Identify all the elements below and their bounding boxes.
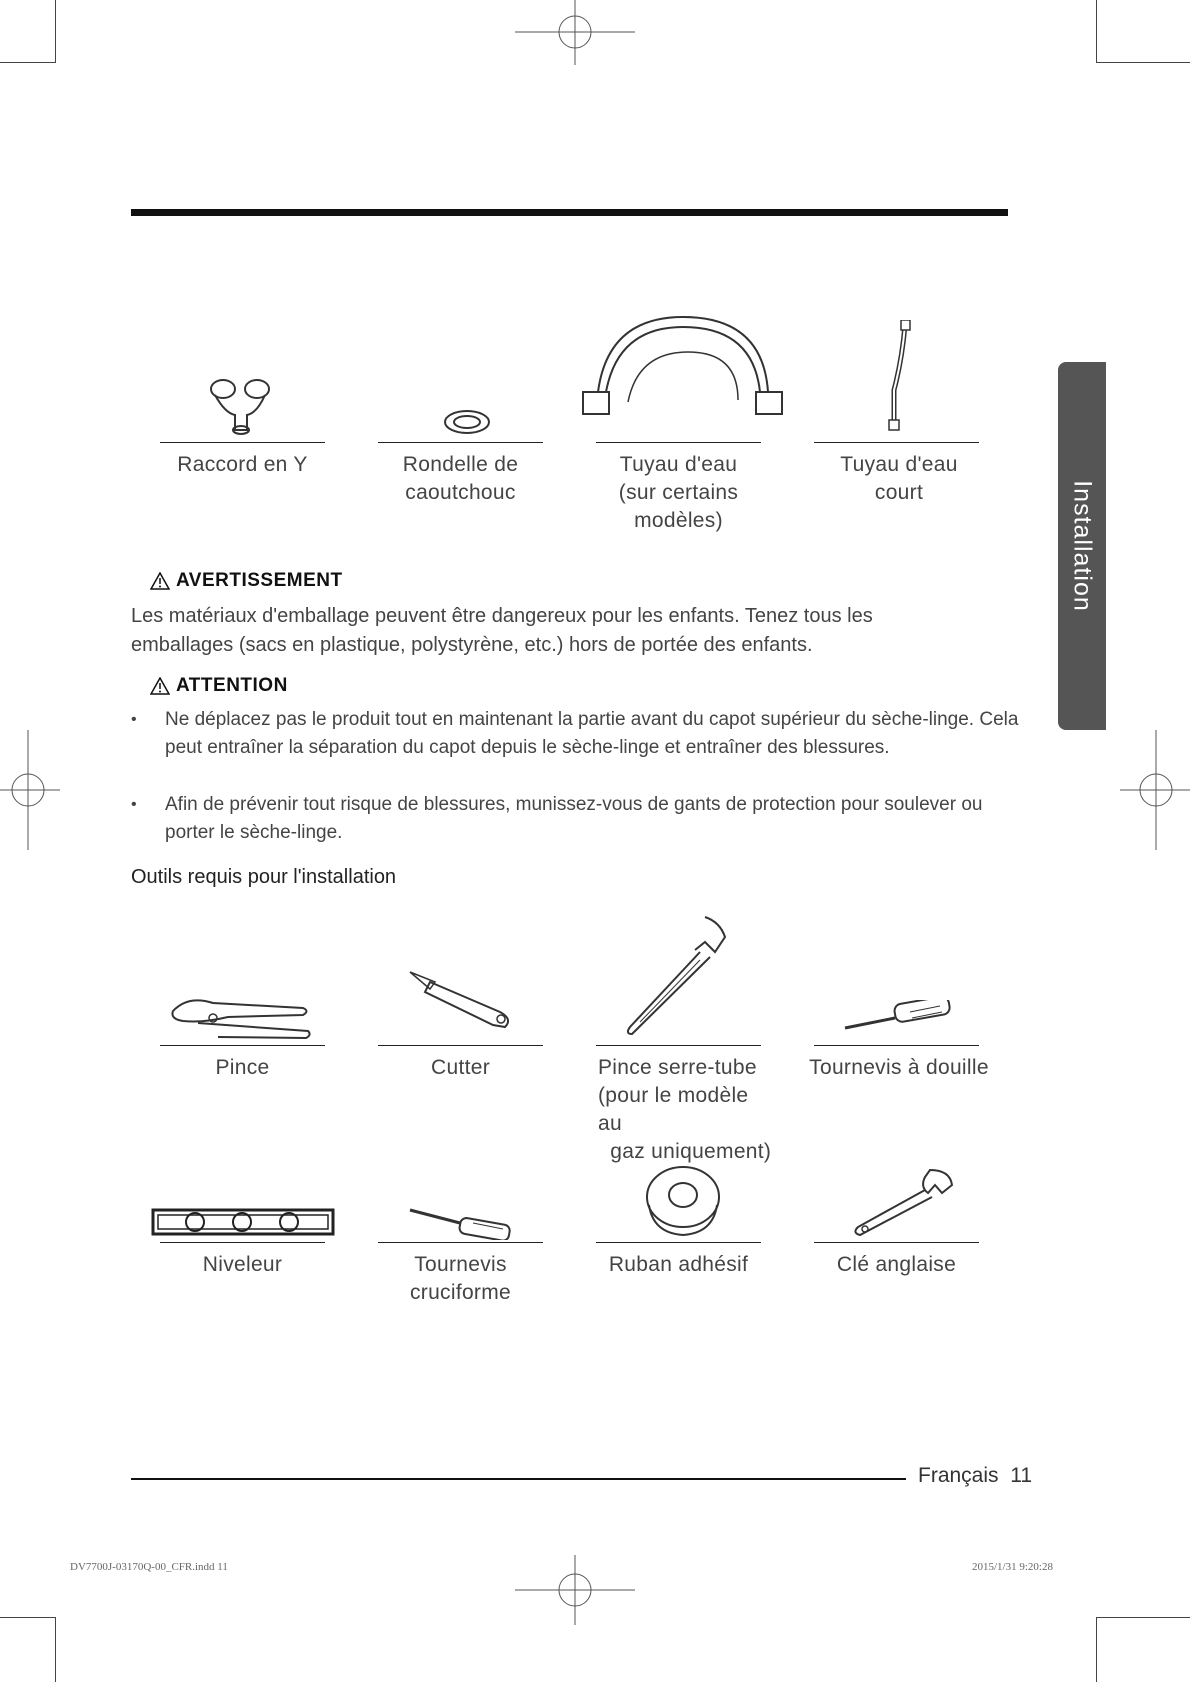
tool-label: Niveleur [202,1253,283,1276]
page-footer [918,1464,1032,1488]
pliers-icon [168,993,313,1043]
attention-bullet: • Ne déplacez pas le produit tout en maintenant la partie avant du capot supérieur du sèche-linge. Cela peut entraîner la séparation du capot depuis le sèche-linge et entraîner des blessures. [131,706,1021,762]
warning-text: Les matériaux d'emballage peuvent être dangereux pour les enfants. Tenez tous les emballages (sacs en plastique, polystyrène, etc.) hors de portée des enfants. [131,605,873,656]
tool-pipe-wrench [596,1045,776,1166]
tool-label: Tournevis à douille [809,1056,989,1079]
print-file-info: DV7700J-03170Q-00_CFR.indd 11 [70,1561,228,1573]
footer-rule [131,1478,906,1480]
y-connector-icon [205,375,275,440]
section-tab [1058,362,1106,730]
tool-adjustable-wrench [814,1242,979,1279]
registration-mark-bottom [515,1555,635,1625]
tool-label: Cutter [431,1056,490,1079]
crop-mark [0,62,56,63]
crop-mark [1096,1617,1097,1682]
tool-label: Ruban adhésif [608,1253,749,1276]
warning-icon [150,572,170,590]
tool-level [160,1242,325,1279]
accessory-label: Tuyau d'eau (sur certains modèles) [618,453,739,532]
adjustable-wrench-icon [850,1165,960,1240]
attention-bullet: • Afin de prévenir tout risque de blessures, munissez-vous de gants de protection pour soulever ou porter le sèche-linge. [131,791,1021,847]
section-tab-label: Installation [1068,480,1097,612]
registration-mark-right [1120,730,1190,850]
tool-cutter [378,1045,543,1082]
accessory-short-hose [814,442,984,507]
crop-mark [1096,1617,1190,1618]
tool-label: Pince serre-tube (pour le modèle au gaz uniquement) [598,1056,772,1163]
accessory-label: Tuyau d'eau court [840,453,958,504]
accessory-rubber-washer [378,442,543,507]
accessory-water-hose [596,442,761,535]
short-hose-icon [880,320,920,432]
crop-mark [55,0,56,63]
page-number: 11 [1010,1464,1033,1487]
registration-mark-top [515,0,635,65]
level-icon [150,1204,335,1240]
caution-icon [150,677,170,695]
crop-mark [1096,0,1097,63]
warning-heading: AVERTISSEMENT [150,570,343,592]
header-bar [131,209,1008,216]
tool-phillips-screwdriver [378,1242,543,1307]
phillips-screwdriver-icon [405,1205,515,1240]
tool-pliers [160,1045,325,1082]
registration-mark-left [0,730,60,850]
cutter-icon [405,967,515,1032]
tool-socket-screwdriver [804,1045,994,1082]
tool-label: Tournevis cruciforme [409,1253,512,1304]
print-date-info: 2015/1/31 9:20:28 [972,1561,1053,1573]
tool-label: Clé anglaise [836,1253,957,1276]
accessory-label: Rondelle de caoutchouc [402,453,519,504]
crop-mark [55,1617,56,1682]
adhesive-tape-icon [643,1165,723,1240]
crop-mark [0,1617,56,1618]
footer-language: Français [918,1464,999,1487]
rubber-washer-icon [442,408,492,436]
attention-heading: ATTENTION [150,675,288,697]
socket-screwdriver-icon [840,1000,955,1035]
tool-label: Pince [215,1056,270,1079]
crop-mark [1096,62,1190,63]
accessory-y-connector [160,442,325,479]
water-hose-icon [578,312,783,422]
tool-adhesive-tape [596,1242,761,1279]
accessory-label: Raccord en Y [177,453,308,476]
pipe-wrench-icon [620,912,735,1037]
tools-heading: Outils requis pour l'installation [131,866,397,888]
